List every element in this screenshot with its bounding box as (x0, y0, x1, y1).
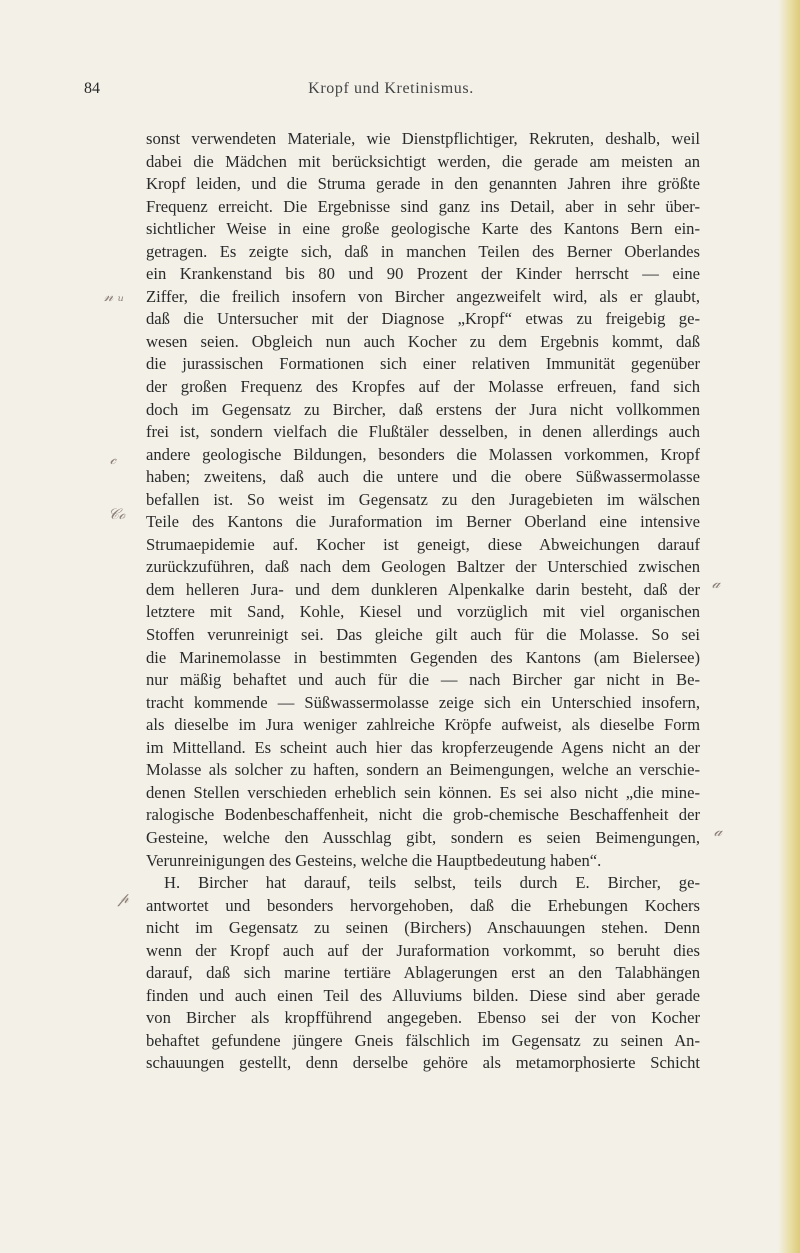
text-line: wenn der Kropf auch auf der Juraformation vorkommt, so beruht dies (146, 940, 700, 960)
text-line: nur mäßig behaftet und auch für die — nach Bircher gar nicht in Be- (146, 670, 700, 690)
text-line: Stoffen verunreinigt sei. Das gleiche gilt auch für die Molasse. So sei (146, 625, 700, 645)
text-line: Gesteine, welche den Ausschlag gibt, sondern es seien Beimengungen, (146, 827, 700, 847)
text-line: andere geologische Bildungen, besonders die Molassen vorkommen, Kropf (146, 444, 700, 464)
text-line: Ziffer, die freilich insofern von Bircher angezweifelt wird, als er glaubt, (146, 286, 700, 306)
text-line: tracht kommende — Süßwassermolasse zeige sich ein Unterschied insofern, (146, 692, 700, 712)
page-number: 84 (84, 80, 100, 97)
running-title: Kropf und Kretinismus. (308, 80, 474, 97)
text-line: ralogische Bodenbeschaffenheit, nicht die grob-chemische Beschaffenheit der (146, 805, 700, 825)
text-line: der großen Frequenz des Kropfes auf der Molasse erfreuen, fand sich (146, 377, 700, 397)
text-line: doch im Gegensatz zu Bircher, daß erstens der Jura nicht vollkommen (146, 399, 700, 419)
text-line: ein Krankenstand bis 80 und 90 Prozent der Kinder herrscht — eine (146, 264, 700, 284)
text-line: als dieselbe im Jura weniger zahlreiche Kröpfe aufweist, als dieselbe Form (146, 715, 700, 735)
text-line: nicht im Gegensatz zu seinen (Birchers) Anschauungen stehen. Denn (146, 918, 700, 938)
text-line: H. Bircher hat darauf, teils selbst, teils durch E. Bircher, ge- (164, 873, 700, 893)
text-line: finden und auch einen Teil des Alluviums bilden. Diese sind aber gerade (146, 985, 700, 1005)
text-line: behaftet gefundene jüngere Gneis fälschlich im Gegensatz zu seinen An- (146, 1030, 700, 1050)
text-line: dem helleren Jura- und dem dunkleren Alpenkalke darin besteht, daß der (146, 579, 700, 599)
text-line: getragen. Es zeigte sich, daß in manchen Teilen des Berner Oberlandes (146, 241, 700, 261)
handwritten-margin-note: 𝓅 (118, 889, 129, 907)
text-line: wesen seien. Obgleich nun auch Kocher zu dem Ergebnis kommt, daß (146, 331, 700, 351)
text-line: sichtlicher Weise in eine große geologische Karte des Kantons Bern ein- (146, 219, 700, 239)
text-line: die jurassischen Formationen sich einer relativen Immunität gegenüber (146, 354, 700, 374)
text-line: von Bircher als kropfführend angegeben. Ebenso sei der von Kocher (146, 1008, 700, 1028)
text-line: Kropf leiden, und die Struma gerade in den genannten Jahren ihre größte (146, 174, 700, 194)
text-line: darauf, daß sich marine tertiäre Ablagerungen erst an den Talabhängen (146, 963, 700, 983)
handwritten-margin-note: 𝒸 (110, 450, 117, 468)
handwritten-margin-note: 𝒶 (712, 574, 721, 592)
text-line: antwortet und besonders hervorgehoben, daß die Erhebungen Kochers (146, 895, 700, 915)
handwritten-margin-note: 𝓃 ᵤ (104, 287, 124, 305)
page-edge (778, 0, 800, 1253)
page-header (84, 80, 698, 106)
text-line: zurückzuführen, daß nach dem Geologen Baltzer der Unterschied zwischen (146, 557, 700, 577)
text-line: Strumaepidemie auf. Kocher ist geneigt, diese Abweichungen darauf (146, 534, 700, 554)
text-line: letztere mit Sand, Kohle, Kiesel und vorzüglich mit viel organischen (146, 602, 700, 622)
text-line: im Mittelland. Es scheint auch hier das kropferzeugende Agens nicht an der (146, 737, 700, 757)
text-line: befallen ist. So weist im Gegensatz zu den Juragebieten im wälschen (146, 489, 700, 509)
text-line: Molasse als solcher zu haften, sondern an Beimengungen, welche an verschie- (146, 760, 700, 780)
body-text (146, 128, 700, 1075)
text-line: Teile des Kantons die Juraformation im Berner Oberland eine intensive (146, 512, 700, 532)
text-line: frei ist, sondern vielfach die Flußtäler desselben, in denen allerdings auch (146, 422, 700, 442)
text-line: dabei die Mädchen mit berücksichtigt werden, die gerade am meisten an (146, 151, 700, 171)
text-line: Verunreinigungen des Gesteins, welche die Hauptbedeutung haben“. (146, 850, 602, 870)
text-line: Frequenz erreicht. Die Ergebnisse sind ganz ins Detail, aber in sehr über- (146, 196, 700, 216)
text-line: sonst verwendeten Materiale, wie Dienstpflichtiger, Rekruten, deshalb, weil (146, 129, 700, 148)
handwritten-margin-note: 𝒶 (714, 822, 723, 840)
text-line: daß die Untersucher mit der Diagnose „Kropf“ etwas zu freigebig ge- (146, 309, 700, 329)
text-line: die Marinemolasse in bestimmten Gegenden des Kantons (am Bielersee) (146, 647, 700, 667)
text-line: denen Stellen verschieden erheblich sein können. Es sei also nicht „die mine- (146, 782, 700, 802)
text-line: schauungen gestellt, denn derselbe gehöre als metamorphosierte Schicht (146, 1053, 700, 1073)
handwritten-margin-note: 𝒞ℴ (108, 505, 126, 523)
text-line: haben; zweitens, daß auch die untere und die obere Süßwassermolasse (146, 467, 700, 487)
